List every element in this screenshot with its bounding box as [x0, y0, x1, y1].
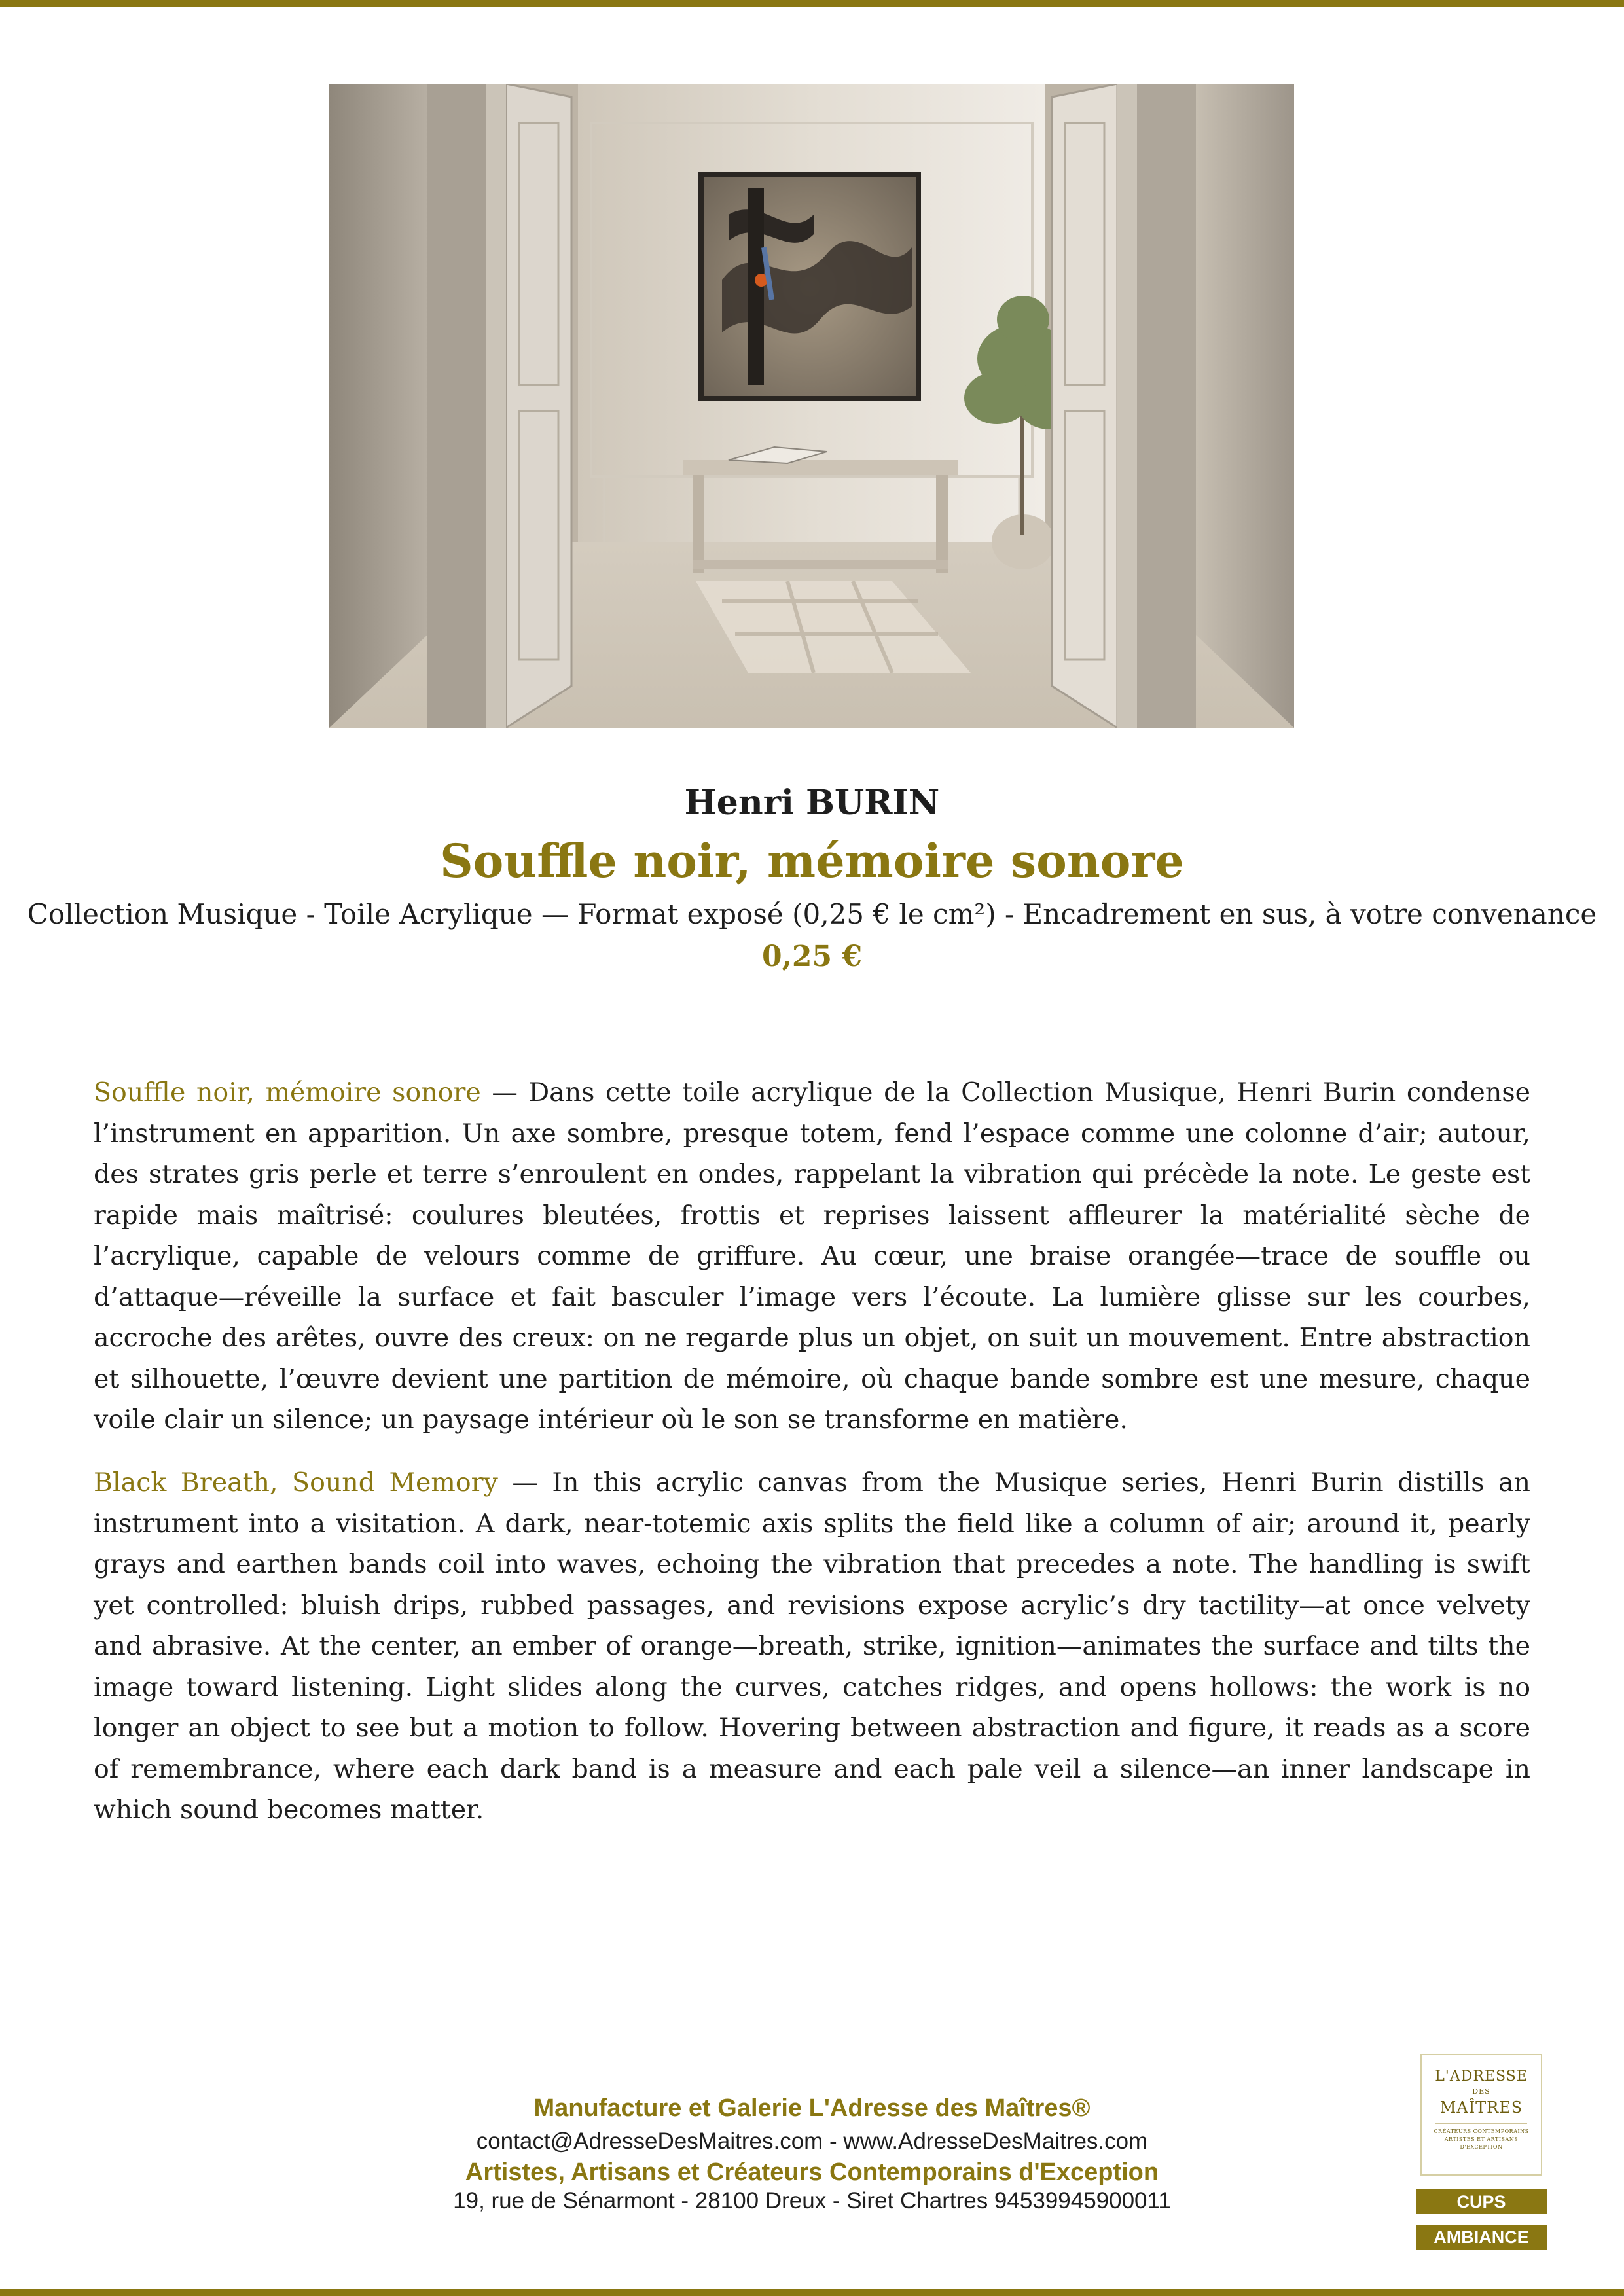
footer-tagline: Artistes, Artisans et Créateurs Contemporains d'Exception	[465, 2159, 1159, 2186]
badge-cups: CUPS	[1416, 2189, 1547, 2214]
logo-divider	[1435, 2123, 1527, 2124]
description-french-text: — Dans cette toile acrylique de la Collection Musique, Henri Burin condense l’instrument en apparition. Un axe sombre, presque totem, fend l’espace comme une colonne d’air; autour, des strates gris perle et terre s’enroulent en ondes, rappelant la vibration qui précède la note. Le geste est rapide mais maîtrisé: coulures bleutées, frottis et reprises laissent affleurer la matérialité sèche de l’acrylique, capable de velours comme de griffure. Au cœur, une braise orangée—trace de souffle ou d’attaque—réveille la surface et fait basculer l’image vers l’écoute. La lumière glisse sur les courbes, accroche des arêtes, ouvre des creux: on ne regarde plus un objet, on suit un mouvement. Entre abstraction et silhouette, l’œuvre devient une partition de mémoire, où chaque bande sombre est une mesure, chaque voile clair un silence; un paysage intérieur où le son se transforme en matière.	[94, 1077, 1530, 1435]
artist-name: Henri BURIN	[684, 783, 940, 823]
artwork-details: Collection Musique - Toile Acrylique — Format exposé (0,25 € le cm²) - Encadrement en sus, à votre convenance	[27, 898, 1597, 930]
description-english-text: — In this acrylic canvas from the Musique series, Henri Burin distills an instrument into a visitation. A dark, near-totemic axis splits the field like a column of air; around it, pearly grays and earthen bands coil into waves, echoing the vibration that precedes a note. The handling is swift yet controlled: bluish drips, rubbed passages, and revisions expose acrylic’s dry tactility—at once velvety and abrasive. At the center, an ember of orange—breath, strike, ignition—animates the surface and tilts the image toward listening. Light slides along the curves, catches ridges, and opens hollows: the work is no longer an object to see but a motion to follow. Hovering between abstraction and figure, it reads as a score of remembrance, where each dark band is a measure and each pale veil a silence—an inner landscape in which sound becomes matter.	[94, 1467, 1530, 1825]
logo-line-1: L'ADRESSE	[1435, 2068, 1528, 2085]
artwork-title: Souffle noir, mémoire sonore	[440, 834, 1184, 888]
description-english-title: Black Breath, Sound Memory	[94, 1467, 498, 1498]
description-french	[94, 1072, 1530, 1441]
bottom-rule	[0, 2289, 1624, 2296]
artwork-price: 0,25 €	[761, 940, 863, 973]
artwork-interior-photo	[329, 84, 1294, 728]
logo-line-4: CRÉATEURS CONTEMPORAINS ARTISTES ET ARTISANS D'EXCEPTION	[1434, 2128, 1529, 2150]
badge-ambiance: AMBIANCE	[1416, 2225, 1547, 2250]
footer-contact: contact@AdresseDesMaitres.com - www.AdresseDesMaitres.com	[476, 2128, 1148, 2154]
logo-line-3: MAÎTRES	[1439, 2098, 1523, 2117]
gallery-logo	[1420, 2054, 1542, 2176]
description-english	[94, 1462, 1530, 1831]
footer-company: Manufacture et Galerie L'Adresse des Maîtres®	[533, 2094, 1091, 2122]
logo-line-2: DES	[1472, 2087, 1490, 2096]
description-french-title: Souffle noir, mémoire sonore	[94, 1077, 481, 1107]
footer-address: 19, rue de Sénarmont - 28100 Dreux - Siret Chartres 94539945900011	[453, 2188, 1171, 2214]
top-rule	[0, 0, 1624, 7]
